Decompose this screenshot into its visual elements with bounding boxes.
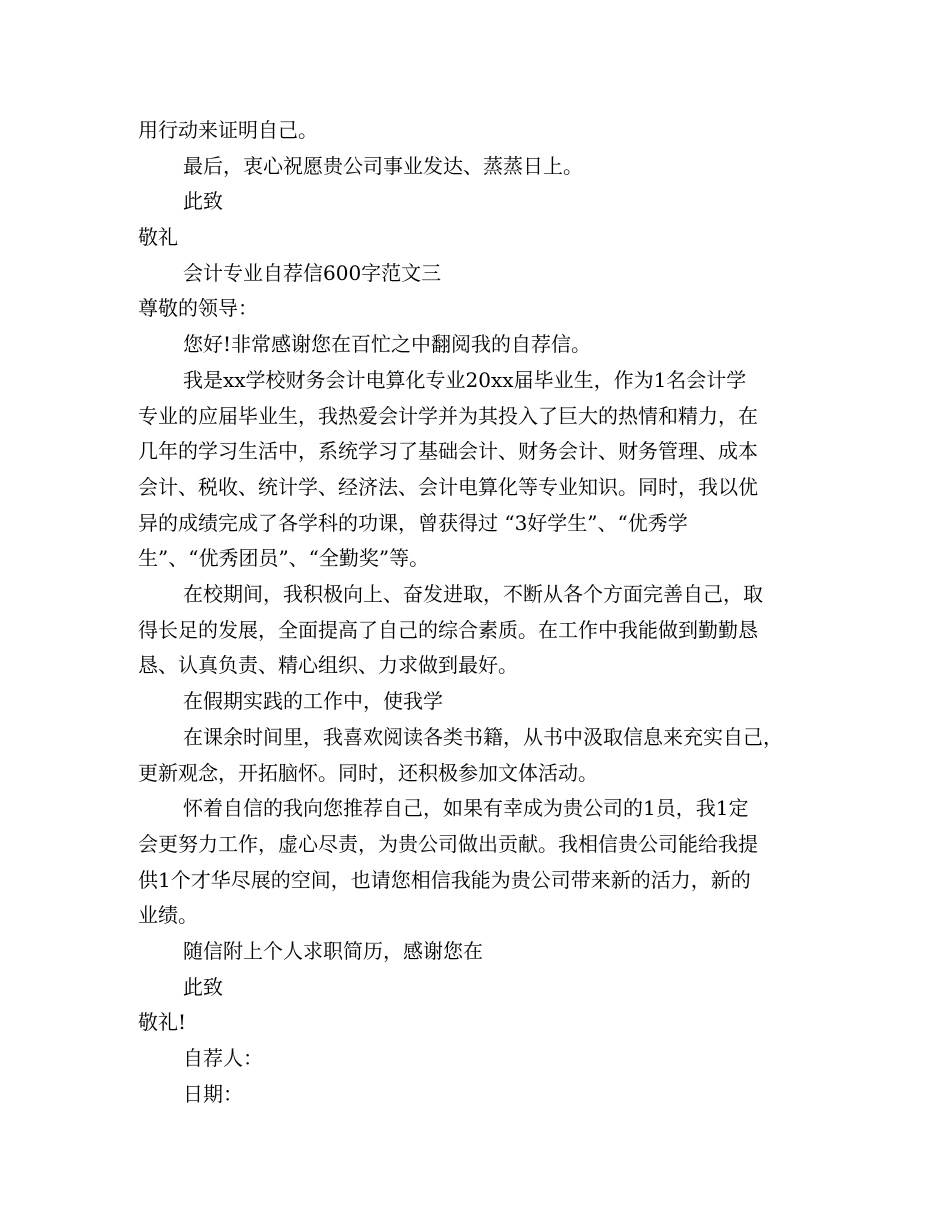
paragraph-education-line: 会计、税收、统计学、经济法、会计电算化等专业知识。同时，我以优 — [138, 475, 758, 499]
salutation-jingli: 敬礼 — [138, 225, 178, 249]
signature-label: 自荐人： — [183, 1046, 263, 1070]
paragraph-hobby-line: 更新观念，开拓脑怀。同时，还积极参加文体活动。 — [138, 761, 598, 785]
paragraph-intro: 您好!非常感谢您在百忙之中翻阅我的自荐信。 — [183, 332, 592, 356]
paragraph-recommend-line: 怀着自信的我向您推荐自己，如果有幸成为贵公司的1员，我1定 — [183, 796, 749, 820]
paragraph-education-line: 几年的学习生活中，系统学习了基础会计、财务会计、财务管理、成本 — [138, 439, 758, 463]
salutation-cizhi: 此致 — [183, 975, 223, 999]
paragraph-education-line: 异的成绩完成了各学科的功课，曾获得过 “3好学生”、“优秀学 — [138, 511, 688, 535]
date-label: 日期： — [183, 1082, 243, 1106]
paragraph-education-line: 专业的应届毕业生，我热爱会计学并为其投入了巨大的热情和精力，在 — [138, 404, 758, 428]
paragraph-education-line: 生”、“优秀团员”、“全勤奖”等。 — [138, 546, 430, 570]
section-title: 会计专业自荐信600字范文三 — [183, 261, 442, 285]
paragraph-closing-line: 用行动来证明自己。 — [138, 118, 318, 142]
paragraph-recommend-line: 业绩。 — [138, 903, 198, 927]
paragraph-campus-line: 恳、认真负责、精心组织、力求做到最好。 — [138, 653, 518, 677]
paragraph-recommend-line: 供1个才华尽展的空间，也请您相信我能为贵公司带来新的活力，新的 — [138, 868, 751, 892]
greeting: 尊敬的领导： — [138, 296, 258, 320]
paragraph-campus-line: 在校期间，我积极向上、奋发进取，不断从各个方面完善自己，取 — [183, 582, 763, 606]
paragraph-wishes: 最后，衷心祝愿贵公司事业发达、蒸蒸日上。 — [183, 154, 583, 178]
paragraph-practice: 在假期实践的工作中，使我学 — [183, 689, 443, 713]
salutation-jingli: 敬礼! — [138, 1010, 187, 1034]
paragraph-education-line: 我是xx学校财务会计电算化专业20xx届毕业生，作为1名会计学 — [183, 368, 747, 392]
paragraph-hobby-line: 在课余时间里，我喜欢阅读各类书籍，从书中汲取信息来充实自己， — [183, 725, 783, 749]
paragraph-attachment: 随信附上个人求职简历，感谢您在 — [183, 939, 483, 963]
salutation-cizhi: 此致 — [183, 189, 223, 213]
paragraph-campus-line: 得长足的发展，全面提高了自己的综合素质。在工作中我能做到勤勤恳 — [138, 618, 758, 642]
paragraph-recommend-line: 会更努力工作，虚心尽责，为贵公司做出贡献。我相信贵公司能给我提 — [138, 832, 758, 856]
